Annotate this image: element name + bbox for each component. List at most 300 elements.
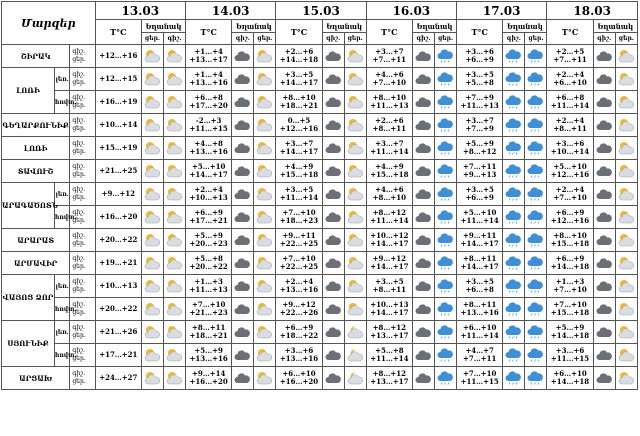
dark-cloud-icon xyxy=(323,348,344,362)
temperature-cell xyxy=(547,252,593,275)
temperature-cell xyxy=(276,298,322,321)
dark-cloud-icon xyxy=(594,325,615,339)
temperature-cell xyxy=(186,68,232,91)
weather-cell xyxy=(503,367,525,390)
weather-cell xyxy=(254,45,276,68)
temperature-cell xyxy=(95,229,141,252)
period-day-header: ցեր. xyxy=(615,33,637,45)
temperature-value: +7…+11 xyxy=(463,162,497,171)
period-label: ցեր. xyxy=(72,148,86,155)
sun-cloud-icon xyxy=(616,49,637,63)
temperature-value: +8…+12 xyxy=(372,369,407,378)
weather-cell xyxy=(412,298,434,321)
weather-cell xyxy=(593,137,615,160)
sun-cloud-icon xyxy=(142,371,163,385)
temperature-value: +12…+16 xyxy=(550,170,590,179)
weather-cell xyxy=(232,206,254,229)
weather-cell xyxy=(525,137,547,160)
sun-cloud-icon xyxy=(254,325,275,339)
weather-cell xyxy=(254,160,276,183)
weather-header: Եղանակ xyxy=(503,20,547,33)
weather-cell xyxy=(344,321,366,344)
temperature-value: +6…+10 xyxy=(553,369,587,378)
table-row xyxy=(2,68,638,91)
temperature-value: +1…+3 xyxy=(555,277,585,286)
weather-cell xyxy=(525,68,547,91)
sun-cloud-icon xyxy=(616,187,637,201)
period-labels xyxy=(70,252,95,275)
sun-cloud-icon xyxy=(142,187,163,201)
rain-cloud-icon xyxy=(503,279,524,293)
weather-cell xyxy=(503,321,525,344)
temperature-value: +10…+13 xyxy=(370,300,409,309)
dark-cloud-icon xyxy=(594,118,615,132)
weather-cell xyxy=(232,183,254,206)
temperature-value: +8…+12 xyxy=(372,323,407,332)
period-label: ցեր. xyxy=(72,217,86,224)
temperature-value: +8…+11 xyxy=(463,254,497,263)
temperature-cell xyxy=(547,183,593,206)
temperature-value: +13…+16 xyxy=(189,354,228,363)
weather-header: Եղանակ xyxy=(232,20,276,33)
period-labels xyxy=(70,68,95,91)
period-night-header: գիշ. xyxy=(322,33,344,45)
period-night-header: գիշ. xyxy=(503,33,525,45)
temperature-value: +21…+25 xyxy=(99,166,138,175)
temperature-value: +16…+20 xyxy=(189,377,228,386)
dark-cloud-icon xyxy=(232,233,253,247)
rain-cloud-icon xyxy=(503,348,524,362)
sun-cloud-icon xyxy=(254,210,275,224)
subregion-name: լեռ. xyxy=(54,275,69,298)
dark-cloud-icon xyxy=(323,233,344,247)
weather-cell xyxy=(141,344,163,367)
period-label: գիշ. xyxy=(72,324,85,331)
dark-cloud-icon xyxy=(594,141,615,155)
temperature-value: +22…+25 xyxy=(279,239,319,248)
sun-cloud-icon xyxy=(164,95,185,109)
weather-cell xyxy=(525,298,547,321)
temperature-cell xyxy=(547,367,593,390)
weather-cell xyxy=(525,367,547,390)
weather-cell xyxy=(254,91,276,114)
period-label: ցեր. xyxy=(72,332,86,339)
temperature-value: +1…+4 xyxy=(194,47,223,56)
temperature-value: +14…+17 xyxy=(460,262,499,271)
temperature-cell xyxy=(186,183,232,206)
temperature-value: +20…+22 xyxy=(99,235,138,244)
temperature-cell xyxy=(276,160,322,183)
weather-cell xyxy=(232,91,254,114)
weather-cell xyxy=(254,183,276,206)
sun-cloud-icon xyxy=(345,210,366,224)
table-row xyxy=(2,160,638,183)
temperature-value: +14…+18 xyxy=(279,55,319,64)
sun-cloud-icon xyxy=(164,325,185,339)
weather-cell xyxy=(435,344,457,367)
period-labels xyxy=(70,183,95,206)
weather-cell xyxy=(163,344,185,367)
temperature-cell xyxy=(276,183,322,206)
weather-cell xyxy=(435,91,457,114)
dark-cloud-icon xyxy=(232,210,253,224)
table-row xyxy=(2,206,638,229)
temperature-value: +7…+10 xyxy=(553,285,587,294)
region-name: ՎԱՅՈՑ ՁՈՐ xyxy=(2,275,55,321)
weather-cell xyxy=(163,298,185,321)
period-label: ցեր. xyxy=(72,263,86,270)
date-header: 18.03 xyxy=(547,2,638,20)
temperature-cell xyxy=(366,229,412,252)
period-label: ցեր. xyxy=(72,286,86,293)
sun-cloud-icon xyxy=(345,95,366,109)
temperature-value: +7…+10 xyxy=(282,254,316,263)
temperature-value: +14…+18 xyxy=(550,331,590,340)
temperature-value: +19…+21 xyxy=(99,258,138,267)
temperature-value: +21…+26 xyxy=(99,327,138,336)
weather-cell xyxy=(593,275,615,298)
temperature-cell xyxy=(366,91,412,114)
temperature-value: +8…+11 xyxy=(191,323,226,332)
weather-cell xyxy=(141,321,163,344)
temperature-value: +15…+19 xyxy=(99,143,138,152)
table-row xyxy=(2,367,638,390)
dark-cloud-icon xyxy=(323,187,344,201)
weather-cell xyxy=(254,298,276,321)
period-label: ցեր. xyxy=(72,171,86,178)
sun-cloud-icon xyxy=(254,233,275,247)
temperature-value: +12…+16 xyxy=(279,124,319,133)
temperature-cell xyxy=(186,137,232,160)
temperature-cell xyxy=(276,91,322,114)
weather-cell xyxy=(593,252,615,275)
weather-cell xyxy=(141,45,163,68)
temperature-value: +15…+18 xyxy=(370,170,409,179)
sun-cloud-icon xyxy=(142,72,163,86)
temperature-value: +24…+27 xyxy=(99,373,138,382)
weather-cell xyxy=(163,183,185,206)
period-label: ցեր. xyxy=(72,355,86,362)
temperature-value: +6…+9 xyxy=(284,323,314,332)
weather-cell xyxy=(344,68,366,91)
rain-cloud-icon xyxy=(435,348,456,362)
temperature-cell xyxy=(276,137,322,160)
dark-cloud-icon xyxy=(323,118,344,132)
temperature-cell xyxy=(276,252,322,275)
weather-cell xyxy=(344,160,366,183)
sun-cloud-icon xyxy=(254,256,275,270)
dark-cloud-icon xyxy=(323,371,344,385)
sun-cloud-icon xyxy=(345,49,366,63)
period-label: գիշ. xyxy=(72,117,85,124)
dark-cloud-icon xyxy=(413,279,434,293)
rain-cloud-icon xyxy=(525,233,546,247)
weather-cell xyxy=(615,298,637,321)
period-night-header: գիշ. xyxy=(412,33,434,45)
rain-cloud-icon xyxy=(525,72,546,86)
temperature-value: +7…+11 xyxy=(553,55,587,64)
weather-cell xyxy=(593,183,615,206)
weather-cell xyxy=(163,321,185,344)
temperature-value: +2…+6 xyxy=(284,47,314,56)
temperature-value: +16…+20 xyxy=(99,212,138,221)
temperature-value: +14…+17 xyxy=(370,308,409,317)
weather-cell xyxy=(344,298,366,321)
weather-cell xyxy=(344,91,366,114)
temperature-value: +3…+7 xyxy=(284,139,314,148)
dark-cloud-icon xyxy=(413,256,434,270)
temperature-cell xyxy=(186,229,232,252)
temperature-value: +8…+11 xyxy=(372,124,407,133)
subregion-name: հովտ. xyxy=(54,344,69,367)
weather-cell xyxy=(503,91,525,114)
sun-cloud-icon xyxy=(164,72,185,86)
temperature-value: +8…+12 xyxy=(463,147,497,156)
temperature-value: +14…+17 xyxy=(279,78,319,87)
sun-cloud-icon xyxy=(345,302,366,316)
weather-cell xyxy=(525,91,547,114)
period-night-header: գիշ. xyxy=(163,33,185,45)
temperature-value: +6…+9 xyxy=(465,193,494,202)
weather-cell xyxy=(141,275,163,298)
rain-cloud-icon xyxy=(525,302,546,316)
sun-cloud-icon xyxy=(164,256,185,270)
temperature-value: +2…+5 xyxy=(555,47,585,56)
rain-cloud-icon xyxy=(503,187,524,201)
temperature-cell xyxy=(95,206,141,229)
weather-cell xyxy=(322,367,344,390)
weather-cell xyxy=(254,321,276,344)
period-label: գիշ. xyxy=(72,301,85,308)
region-name: ՏԱՎՈՒՇ xyxy=(2,160,70,183)
weather-cell xyxy=(141,91,163,114)
dark-cloud-icon xyxy=(594,164,615,178)
table-row xyxy=(2,321,638,344)
dark-cloud-icon xyxy=(232,256,253,270)
weather-cell xyxy=(344,275,366,298)
weather-cell xyxy=(615,344,637,367)
table-row xyxy=(2,229,638,252)
sun-cloud-icon xyxy=(616,325,637,339)
temperature-value: +3…+5 xyxy=(465,70,494,79)
period-label: ցեր. xyxy=(72,102,86,109)
table-row xyxy=(2,183,638,206)
temperature-header: T°C xyxy=(95,20,141,45)
weather-cell xyxy=(141,160,163,183)
weather-header: Եղանակ xyxy=(141,20,185,33)
dark-cloud-icon xyxy=(232,95,253,109)
temperature-value: +3…+5 xyxy=(375,277,404,286)
weather-cell xyxy=(525,275,547,298)
dark-cloud-icon xyxy=(232,302,253,316)
sun-cloud-icon xyxy=(345,187,366,201)
temperature-header: T°C xyxy=(276,20,322,45)
sun-cloud-icon xyxy=(345,141,366,155)
sun-cloud-icon xyxy=(164,371,185,385)
temperature-value: +13…+16 xyxy=(189,78,228,87)
temperature-cell xyxy=(457,68,503,91)
rain-cloud-icon xyxy=(525,371,546,385)
temperature-cell xyxy=(95,91,141,114)
temperature-cell xyxy=(366,275,412,298)
temperature-value: +17…+20 xyxy=(189,101,228,110)
rain-cloud-icon xyxy=(525,118,546,132)
weather-cell xyxy=(254,206,276,229)
temperature-value: +18…+22 xyxy=(279,331,319,340)
temperature-cell xyxy=(95,298,141,321)
weather-cell xyxy=(525,206,547,229)
weather-cell xyxy=(412,68,434,91)
date-header: 17.03 xyxy=(457,2,547,20)
weather-cell xyxy=(322,114,344,137)
temperature-value: +8…+11 xyxy=(463,300,497,309)
period-night-header: գիշ. xyxy=(232,33,254,45)
sun-cloud-icon xyxy=(345,233,366,247)
dark-cloud-icon xyxy=(594,95,615,109)
temperature-value: +9…+12 xyxy=(282,300,316,309)
weather-cell xyxy=(503,114,525,137)
dark-cloud-icon xyxy=(323,302,344,316)
weather-cell xyxy=(163,114,185,137)
weather-cell xyxy=(254,137,276,160)
sun-cloud-icon xyxy=(254,95,275,109)
period-label: ցեր. xyxy=(72,309,86,316)
period-labels xyxy=(70,137,95,160)
rain-cloud-icon xyxy=(525,141,546,155)
temperature-cell xyxy=(186,45,232,68)
temperature-value: +7…+10 xyxy=(553,300,587,309)
weather-header: Եղանակ xyxy=(322,20,366,33)
temperature-cell xyxy=(95,160,141,183)
sun-cloud-icon xyxy=(164,233,185,247)
period-day-header: ցեր. xyxy=(435,33,457,45)
temperature-cell xyxy=(457,45,503,68)
weather-cell xyxy=(435,183,457,206)
weather-cell xyxy=(593,298,615,321)
weather-cell xyxy=(163,206,185,229)
rain-cloud-icon xyxy=(503,118,524,132)
moon-cloud-icon xyxy=(345,371,366,385)
region-name: ԱՐԱԳԱԾՈՏՆ xyxy=(2,183,55,229)
sun-cloud-icon xyxy=(345,72,366,86)
weather-cell xyxy=(593,206,615,229)
temperature-value: +6…+9 xyxy=(555,254,585,263)
temperature-cell xyxy=(366,321,412,344)
temperature-cell xyxy=(547,45,593,68)
table-row xyxy=(2,45,638,68)
sun-cloud-icon xyxy=(142,49,163,63)
temperature-value: +13…+16 xyxy=(279,354,319,363)
sun-cloud-icon xyxy=(142,118,163,132)
subregion-name: հովտ. xyxy=(54,91,69,114)
dark-cloud-icon xyxy=(413,187,434,201)
temperature-value: +7…+10 xyxy=(191,300,226,309)
dark-cloud-icon xyxy=(323,95,344,109)
temperature-value: +6…+9 xyxy=(194,208,223,217)
temperature-value: +15…+18 xyxy=(550,308,590,317)
weather-cell xyxy=(412,206,434,229)
weather-cell xyxy=(435,160,457,183)
temperature-cell xyxy=(95,45,141,68)
rain-cloud-icon xyxy=(435,371,456,385)
temperature-value: +20…+22 xyxy=(189,262,228,271)
weather-cell xyxy=(615,45,637,68)
sun-cloud-icon xyxy=(142,348,163,362)
temperature-cell xyxy=(186,321,232,344)
temperature-value: +8…+11 xyxy=(553,124,587,133)
temperature-cell xyxy=(457,229,503,252)
temperature-header: T°C xyxy=(547,20,593,45)
temperature-value: +17…+21 xyxy=(99,350,138,359)
temperature-cell xyxy=(186,275,232,298)
temperature-header: T°C xyxy=(457,20,503,45)
temperature-value: +12…+16 xyxy=(550,216,590,225)
temperature-cell xyxy=(366,298,412,321)
weather-cell xyxy=(593,229,615,252)
temperature-value: +5…+9 xyxy=(555,323,585,332)
weather-cell xyxy=(615,275,637,298)
temperature-value: +8…+10 xyxy=(372,193,407,202)
temperature-value: +11…+13 xyxy=(189,285,228,294)
temperature-value: +12…+15 xyxy=(99,74,138,83)
moon-cloud-icon xyxy=(345,348,366,362)
temperature-value: +3…+6 xyxy=(465,47,494,56)
period-label: գիշ. xyxy=(72,255,85,262)
weather-cell xyxy=(344,114,366,137)
temperature-value: +6…+8 xyxy=(194,93,223,102)
temperature-cell xyxy=(186,367,232,390)
temperature-cell xyxy=(366,137,412,160)
temperature-cell xyxy=(366,114,412,137)
sun-cloud-icon xyxy=(254,164,275,178)
temperature-cell xyxy=(366,45,412,68)
temperature-value: +7…+10 xyxy=(553,193,587,202)
temperature-cell xyxy=(366,344,412,367)
temperature-value: +14…+17 xyxy=(189,170,228,179)
period-labels xyxy=(70,275,95,298)
weather-cell xyxy=(615,206,637,229)
temperature-value: +6…+10 xyxy=(553,78,587,87)
temperature-value: +11…+14 xyxy=(370,354,409,363)
dark-cloud-icon xyxy=(232,371,253,385)
temperature-value: +8…+12 xyxy=(372,208,407,217)
weather-cell xyxy=(322,252,344,275)
weather-cell xyxy=(163,252,185,275)
weather-cell xyxy=(232,367,254,390)
weather-cell xyxy=(141,252,163,275)
rain-cloud-icon xyxy=(525,325,546,339)
weather-cell xyxy=(232,298,254,321)
temperature-value: +3…+7 xyxy=(375,139,404,148)
period-day-header: ցեր. xyxy=(344,33,366,45)
temperature-value: +10…+13 xyxy=(99,281,138,290)
weather-cell xyxy=(593,160,615,183)
temperature-value: +6…+9 xyxy=(555,208,585,217)
weather-cell xyxy=(163,137,185,160)
weather-cell xyxy=(322,206,344,229)
sun-cloud-icon xyxy=(616,72,637,86)
sun-cloud-icon xyxy=(164,210,185,224)
weather-cell xyxy=(435,298,457,321)
region-name: ԱՐՑԱԽ xyxy=(2,367,70,390)
weather-cell xyxy=(593,321,615,344)
sun-cloud-icon xyxy=(254,302,275,316)
sun-cloud-icon xyxy=(164,302,185,316)
table-row xyxy=(2,344,638,367)
temperature-value: +20…+22 xyxy=(99,304,138,313)
sun-cloud-icon xyxy=(616,141,637,155)
temperature-cell xyxy=(95,321,141,344)
